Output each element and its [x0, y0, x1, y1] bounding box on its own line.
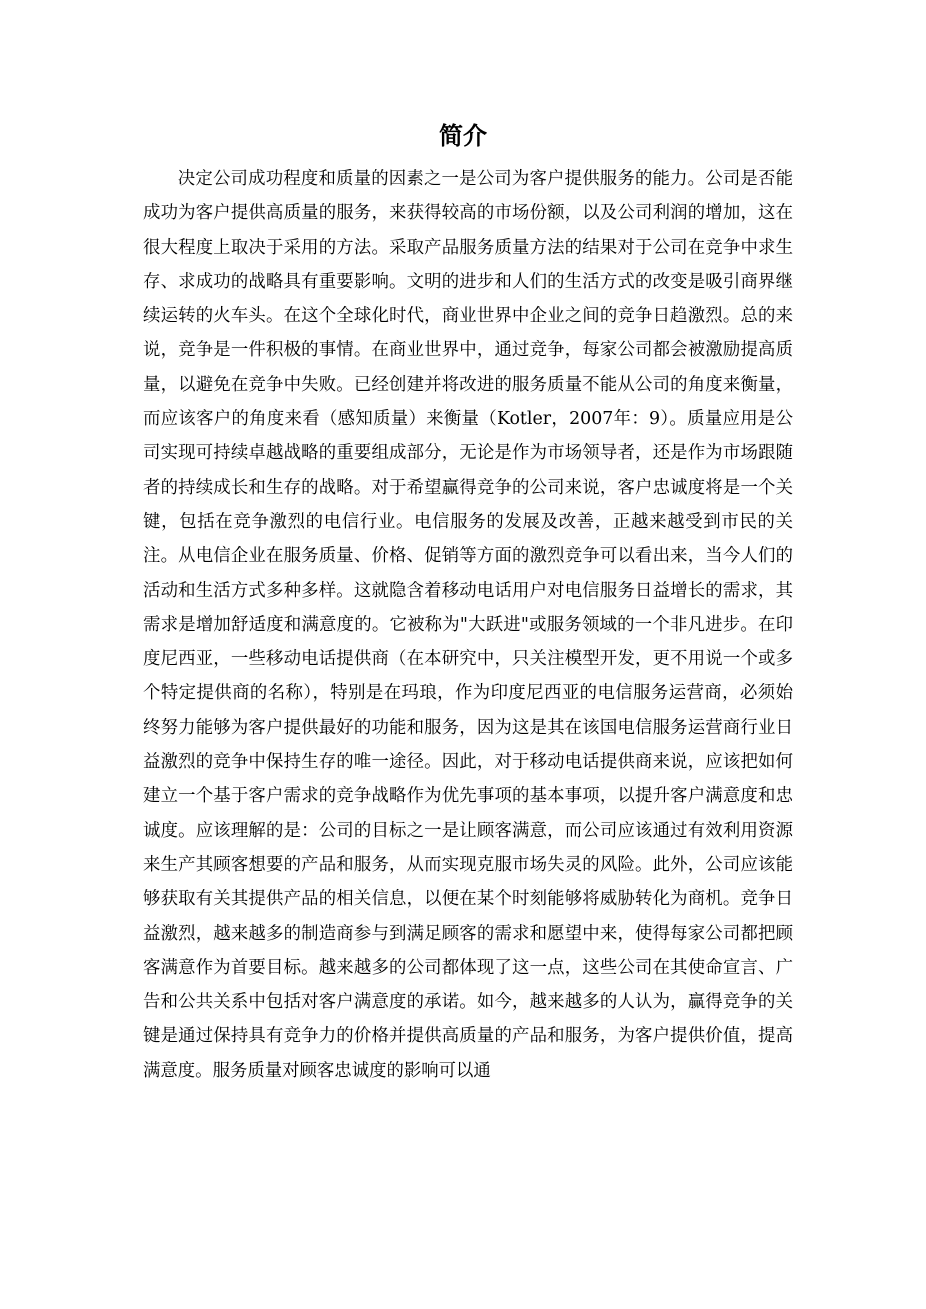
body-paragraph: 决定公司成功程度和质量的因素之一是公司为客户提供服务的能力。公司是否能成功为客户提供高质量的服务，来获得较高的市场份额，以及公司利润的增加，这在很大程度上取决于采用的方法。采取产品服务质量方法的结果对于公司在竞争中求生存、求成功的战略具有重要影响。文明的进步和人们的生活方式的改变是吸引商界继续运转的火车头。在这个全球化时代，商业世界中企业之间的竞争日趋激烈。总的来说，竞争是一件积极的事情。在商业世界中，通过竞争，每家公司都会被激励提高质量，以避免在竞争中失败。已经创建并将改进的服务质量不能从公司的角度来衡量，而应该客户的角度来看（感知质量）来衡量（Kotler，2007年：9）。质量应用是公司实现可持续卓越战略的重要组成部分，无论是作为市场领导者，还是作为市场跟随者的持续成长和生存的战略。对于希望赢得竞争的公司来说，客户忠诚度将是一个关键，包括在竞争激烈的电信行业。电信服务的发展及改善，正越来越受到市民的关注。从电信企业在服务质量、价格、促销等方面的激烈竞争可以看出来，当今人们的活动和生活方式多种多样。这就隐含着移动电话用户对电信服务日益增长的需求，其需求是增加舒适度和满意度的。它被称为"大跃进"或服务领域的一个非凡进步。在印度尼西亚，一些移动电话提供商（在本研究中，只关注模型开发，更不用说一个或多个特定提供商的名称），特别是在玛琅，作为印度尼西亚的电信服务运营商，必须始终努力能够为客户提供最好的功能和服务，因为这是其在该国电信服务运营商行业日益激烈的竞争中保持生存的唯一途径。因此，对于移动电话提供商来说，应该把如何建立一个基于客户需求的竞争战略作为优先事项的基本事项，以提升客户满意度和忠诚度。应该理解的是：公司的目标之一是让顾客满意，而公司应该通过有效利用资源来生产其顾客想要的产品和服务，从而实现克服市场失灵的风险。此外，公司应该能够获取有关其提供产品的相关信息，以便在某个时刻能够将威胁转化为商机。竞争日益激烈，越来越多的制造商参与到满足顾客的需求和愿望中来，使得每家公司都把顾客满意作为首要目标。越来越多的公司都体现了这一点，这些公司在其使命宣言、广告和公共关系中包括对客户满意度的承诺。如今，越来越多的人认为，赢得竞争的关键是通过保持具有竞争力的价格并提供高质量的产品和服务，为客户提供价值，提高满意度。服务质量对顾客忠诚度的影响可以通: [143, 169, 793, 1081]
page-title: 简介: [439, 121, 487, 150]
